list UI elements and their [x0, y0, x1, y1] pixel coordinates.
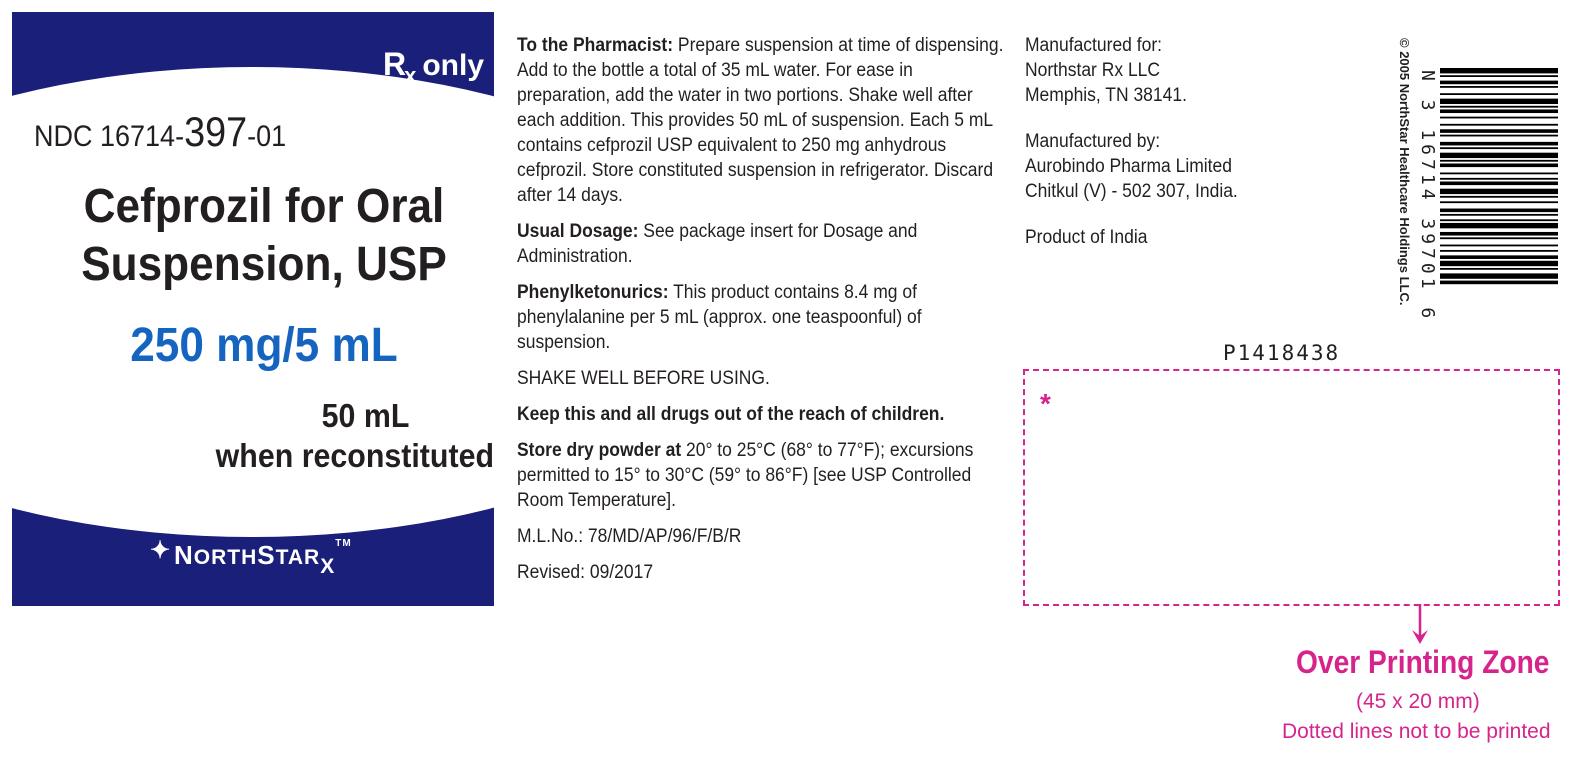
mfd-by-label: Manufactured by:	[1025, 131, 1161, 152]
barcode-bar	[1440, 223, 1558, 228]
ndc-number	[34, 108, 286, 156]
shake-warning: SHAKE WELL BEFORE USING.	[517, 368, 770, 389]
barcode-bar	[1440, 182, 1558, 186]
barcode-bar	[1440, 268, 1558, 270]
children-warning-text: Keep this and all drugs out of the reach of children.	[517, 404, 945, 425]
barcode-bar	[1440, 196, 1558, 198]
barcode-bar	[1440, 142, 1558, 146]
barcode-bar	[1440, 232, 1558, 236]
barcode-digits	[1417, 70, 1442, 323]
manufactured-by	[1025, 129, 1238, 204]
barcode-bar	[1440, 129, 1558, 133]
manufactured-for	[1025, 33, 1238, 108]
barcode-digits-text: N 3 16714 39701 6	[1417, 70, 1438, 323]
barcode-bar	[1440, 99, 1558, 104]
barcode-bar	[1440, 201, 1558, 203]
children-warning	[517, 402, 1009, 427]
product-title-line1: Cefprozil for Oral	[83, 180, 445, 233]
logo-letter-x: X	[320, 555, 336, 578]
logo-letters-orth: ORTH	[193, 546, 258, 569]
barcode-bar	[1440, 93, 1558, 95]
dosage-label: Usual Dosage:	[517, 221, 639, 242]
storage-text: 20° to 25°C (68° to 77°F); excursions permitted to 15° to 30°C (59° to 86°F) [see USP Controlled Room Temperature].	[517, 440, 974, 511]
logo-letter-n: N	[174, 540, 194, 570]
product-strength: 250 mg/5 mL	[130, 319, 398, 372]
mfd-for-label: Manufactured for:	[1025, 35, 1163, 56]
barcode-bar	[1440, 117, 1558, 119]
barcode-bar	[1440, 250, 1558, 252]
manufacturer-info	[1025, 33, 1256, 271]
pku-text: This product contains 8.4 mg of phenylalanine per 5 mL (approx. one teaspoonful) of suspension.	[517, 282, 922, 353]
pharmacist-label: To the Pharmacist:	[517, 35, 674, 56]
rx-only-badge	[382, 46, 484, 88]
storage-label: Store dry powder at	[517, 440, 682, 461]
front-panel	[12, 12, 494, 606]
product-title	[32, 178, 494, 294]
over-printing-zone-box	[1023, 369, 1560, 606]
logo-letter-s: S	[257, 540, 276, 570]
asterisk-mark: *	[1040, 388, 1051, 419]
usual-dosage	[517, 219, 1009, 269]
storage-instructions	[517, 438, 1009, 513]
ndc-product-code: 397	[184, 108, 248, 155]
barcode	[1440, 68, 1558, 286]
ml-number: M.L.No.: 78/MD/AP/96/F/B/R	[517, 526, 742, 547]
volume-amount: 50 mL	[321, 397, 410, 434]
product-title-line2: Suspension, USP	[81, 238, 447, 291]
over-printing-zone-size: (45 x 20 mm)	[1356, 690, 1480, 713]
over-printing-zone-note: Dotted lines not to be printed	[1282, 720, 1551, 743]
barcode-bar	[1440, 255, 1558, 259]
logo-letters-tar: TAR	[275, 546, 321, 569]
barcode-bar	[1440, 153, 1558, 158]
volume-note: when reconstituted	[215, 437, 494, 474]
barcode-bar	[1440, 189, 1558, 194]
ndc-prefix: NDC 16714-	[34, 120, 185, 153]
mfd-by-name: Aurobindo Pharma Limited	[1025, 156, 1232, 177]
arrow-down-icon	[1408, 604, 1432, 646]
barcode-bar	[1440, 237, 1558, 239]
barcode-bar	[1440, 81, 1558, 85]
pharmacist-text: Prepare suspension at time of dispensing. Add to the bottle a total of 35 mL water. For ease in preparation, add the water in two portions. Shake well after each addition. This provides 50 mL of suspension. Each 5 mL contains cefprozil USP equivalent to 250 mg anhydrous cefprozil. Store constituted suspension in refrigerator. Discard after 14 days.	[517, 35, 1004, 206]
star-icon: ✦	[150, 537, 172, 564]
rx-symbol-x: x	[404, 63, 417, 88]
barcode-bar	[1440, 214, 1558, 216]
barcode-bar	[1440, 173, 1558, 175]
mfd-for-city: Memphis, TN 38141.	[1025, 85, 1187, 106]
barcode-bar	[1440, 135, 1558, 137]
copyright-notice	[1394, 38, 1414, 318]
barcode-bar	[1440, 68, 1558, 73]
barcode-bar	[1440, 219, 1558, 221]
over-printing-zone-title: Over Printing Zone	[1296, 644, 1550, 680]
barcode-bar	[1440, 281, 1558, 285]
barcode-bar	[1440, 160, 1558, 162]
product-code: P1418438	[1223, 341, 1341, 365]
barcode-bar	[1440, 245, 1558, 247]
barcode-bar	[1440, 163, 1558, 167]
phenylketonurics-warning	[517, 280, 1009, 355]
barcode-bar	[1440, 261, 1558, 266]
barcode-bar	[1440, 178, 1558, 180]
ndc-suffix: -01	[247, 120, 287, 153]
barcode-bar	[1440, 209, 1558, 213]
barcode-bar	[1440, 273, 1558, 278]
barcode-bar	[1440, 106, 1558, 108]
mfd-for-name: Northstar Rx LLC	[1025, 60, 1161, 81]
barcode-bar	[1440, 147, 1558, 149]
product-volume	[51, 396, 494, 476]
copyright-text: © 2005 NorthStar Healthcare Holdings LLC.	[1397, 38, 1412, 306]
pharmacist-instructions	[517, 33, 1009, 208]
revised-date: Revised: 09/2017	[517, 562, 654, 583]
rx-symbol-r: R	[382, 46, 405, 82]
product-origin: Product of India	[1025, 227, 1148, 248]
barcode-bar	[1440, 109, 1558, 113]
mfd-by-city: Chitkul (V) - 502 307, India.	[1025, 181, 1238, 202]
label-instructions	[517, 33, 1007, 596]
rx-only-text: only	[422, 49, 484, 82]
pku-label: Phenylketonurics:	[517, 282, 669, 303]
trademark-mark: TM	[335, 538, 352, 549]
barcode-bar	[1440, 124, 1558, 126]
barcode-bar	[1440, 86, 1558, 88]
dosage-text: See package insert for Dosage and Administration.	[517, 221, 918, 267]
barcode-bar	[1440, 75, 1558, 77]
northstar-logo	[150, 537, 352, 578]
